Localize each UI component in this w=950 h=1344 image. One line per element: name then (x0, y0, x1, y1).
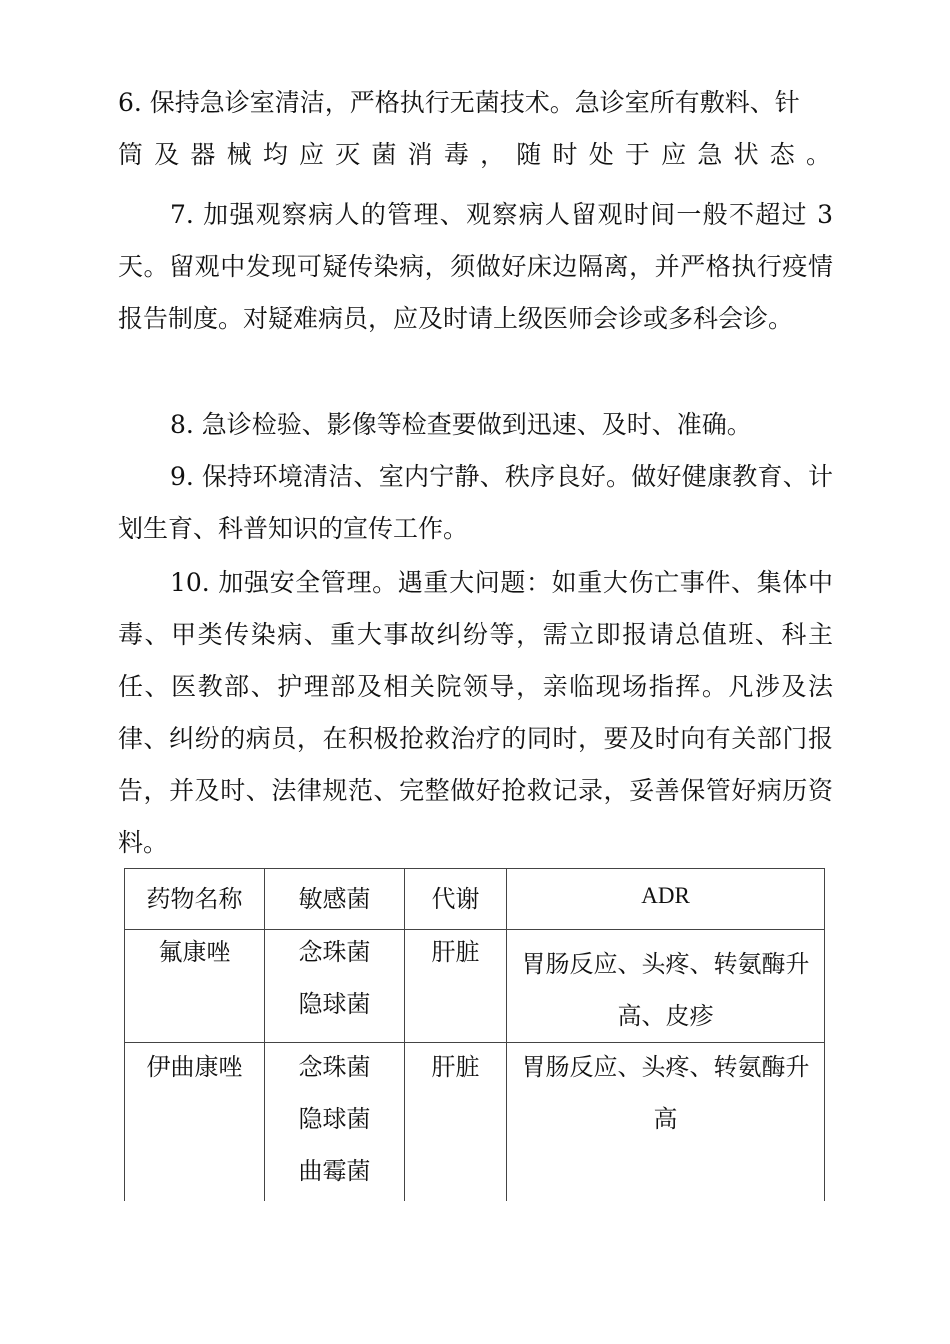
metabolism-cell (405, 1043, 507, 1202)
bacteria-item: 隐球菌 (298, 1105, 371, 1133)
drug-name-cell (125, 930, 265, 1043)
paragraph-6 (118, 77, 833, 181)
header-metabolism: 代谢 (405, 869, 507, 930)
drug-name: 氟康唑 (158, 938, 231, 966)
paragraph-10: 10. 加强安全管理。遇重大问题：如重大伤亡事件、集体中毒、甲类传染病、重大事故纠纷等，需立即报请总值班、科主任、医教部、护理部及相关院领导，亲临现场指挥。凡涉及法律、纠纷的病员，在积极抢救治疗的同时，要及时向有关部门报告，并及时、法律规范、完整做好抢救记录，妥善保管好病历资料。 (118, 568, 833, 857)
paragraph-7: 7. 加强观察病人的管理、观察病人留观时间一般不超过 3 天。留观中发现可疑传染病，须做好床边隔离，并严格执行疫情报告制度。对疑难病员，应及时请上级医师会诊或多科会诊。 (118, 200, 833, 333)
adr-cell (507, 930, 825, 1043)
header-adr (507, 869, 825, 930)
paragraph-9: 9. 保持环境清洁、室内宁静、秩序良好。做好健康教育、计划生育、科普知识的宣传工作。 (118, 462, 833, 543)
table-row (125, 930, 825, 1043)
table-header-row (125, 869, 825, 930)
header-drug-name: 药物名称 (125, 869, 265, 930)
table-row (125, 1043, 825, 1202)
metabolism-cell (405, 930, 507, 1043)
drug-name-cell (125, 1043, 265, 1202)
bacteria-item: 念珠菌 (298, 938, 371, 966)
paragraph-6-line-2: 筒及器械均应灭菌消毒，随时处于应急状态。 (118, 140, 833, 169)
antifungal-drug-table (124, 868, 825, 1201)
metabolism-value: 肝脏 (431, 938, 480, 966)
header-sensitive-bacteria: 敏感菌 (265, 869, 405, 930)
header-adr-label: ADR (641, 882, 690, 908)
adr-value: 胃肠反应、头疼、转氨酶升高 (521, 1053, 810, 1133)
bacteria-item: 隐球菌 (298, 990, 371, 1018)
paragraph-8: 8. 急诊检验、影像等检查要做到迅速、及时、准确。 (170, 410, 752, 439)
bacteria-cell (265, 930, 405, 1043)
bacteria-cell (265, 1043, 405, 1202)
paragraph-6-line-1: 6. 保持急诊室清洁，严格执行无菌技术。急诊室所有敷料、针 (118, 88, 800, 117)
adr-cell (507, 1043, 825, 1202)
bacteria-item: 曲霉菌 (298, 1157, 371, 1185)
adr-value: 胃肠反应、头疼、转氨酶升高、皮疹 (521, 950, 810, 1030)
bacteria-item: 念珠菌 (298, 1053, 371, 1081)
drug-name: 伊曲康唑 (146, 1053, 243, 1081)
metabolism-value: 肝脏 (431, 1053, 480, 1081)
